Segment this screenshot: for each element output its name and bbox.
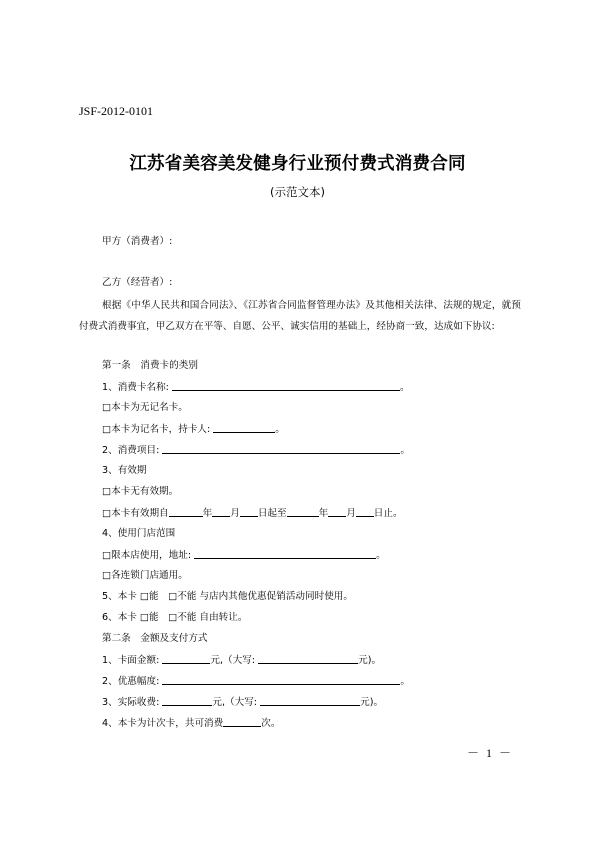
- transfer-line: 6、本卡 □能 □不能 自由转让。: [102, 612, 248, 623]
- page-number: － 1 －: [467, 746, 514, 760]
- end-year-blank[interactable]: [287, 506, 319, 517]
- valid-from-label: □本卡有效期自: [102, 508, 169, 519]
- preamble-paragraph: 根据《中华人民共和国合同法》、《江苏省合同监督管理办法》及其他相关法律、法规的规定，就预付费式消费事宜，甲乙双方在平等、自愿、公平、诚实信用的基础上，经协商一致，达成如下协议:: [79, 300, 521, 332]
- store-only-end: 。: [376, 550, 386, 561]
- start-month-blank[interactable]: [212, 506, 230, 517]
- anonymous-card-option: □本卡为无记名卡。: [102, 402, 188, 413]
- contract-subtitle: (示范文本): [270, 185, 325, 199]
- named-card-end: 。: [275, 424, 285, 435]
- day-end-label: 日止。: [373, 508, 403, 519]
- named-card-line: [102, 422, 285, 437]
- named-card-label: □本卡为记名卡，持卡人:: [102, 424, 211, 435]
- face-value-daxie-label: 元,（大写:: [210, 655, 256, 666]
- discount-end: 。: [400, 676, 410, 687]
- end-month-blank[interactable]: [328, 506, 346, 517]
- year-label: 年: [202, 508, 213, 519]
- year-label: 年: [318, 508, 329, 519]
- cardholder-blank[interactable]: [213, 422, 275, 433]
- items-line: [102, 443, 410, 458]
- store-address-blank[interactable]: [194, 548, 376, 559]
- face-value-line: [102, 653, 381, 668]
- scope-heading: 4、使用门店范围: [102, 528, 176, 539]
- party-a-label: 甲方（消费者）:: [102, 236, 173, 247]
- discount-label: 2、优惠幅度:: [102, 676, 160, 687]
- start-year-blank[interactable]: [169, 506, 203, 517]
- face-value-label: 1、卡面金额:: [102, 655, 160, 666]
- face-value-blank[interactable]: [162, 653, 210, 664]
- items-label: 2、消费项目:: [102, 445, 160, 456]
- actual-charge-blank[interactable]: [162, 695, 212, 706]
- face-value-end: 元)。: [358, 655, 382, 666]
- chain-store-option: □各连锁门店通用。: [102, 570, 188, 581]
- card-name-end: 。: [399, 382, 410, 393]
- count-times-blank[interactable]: [223, 716, 261, 727]
- article2-heading: 第二条 金额及支付方式: [102, 633, 208, 644]
- no-expiry-option: □本卡无有效期。: [102, 486, 179, 497]
- day-from-label: 日起至: [257, 508, 287, 519]
- party-b-label: 乙方（经营者）:: [102, 277, 173, 288]
- card-name-label: 1、消费卡名称:: [102, 382, 169, 393]
- card-name-blank[interactable]: [172, 380, 400, 391]
- validity-range-line: [102, 506, 403, 521]
- count-times-label: 次。: [261, 718, 281, 729]
- month-label: 月: [346, 508, 356, 519]
- store-only-line: [102, 548, 386, 563]
- validity-heading: 3、有效期: [102, 465, 147, 476]
- count-card-label: 4、本卡为计次卡，共可消费: [102, 718, 224, 729]
- start-day-blank[interactable]: [240, 506, 258, 517]
- card-name-line: [102, 380, 410, 395]
- document-code: JSF-2012-0101: [79, 104, 154, 118]
- face-value-daxie-blank[interactable]: [258, 653, 358, 664]
- end-day-blank[interactable]: [356, 506, 374, 517]
- discount-blank[interactable]: [162, 674, 400, 685]
- actual-charge-end: 元)。: [360, 697, 384, 708]
- items-end: 。: [400, 445, 410, 456]
- actual-daxie-label: 元,（大写:: [212, 697, 258, 708]
- month-label: 月: [230, 508, 240, 519]
- contract-title: 江苏省美容美发健身行业预付费式消费合同: [129, 154, 466, 174]
- actual-charge-line: [102, 695, 383, 710]
- count-card-line: [102, 716, 280, 731]
- article1-heading: 第一条 消费卡的类别: [102, 360, 198, 371]
- combine-promotion-line: 5、本卡 □能 □不能 与店内其他优惠促销活动同时使用。: [102, 591, 353, 602]
- store-only-label: □限本店使用，地址:: [102, 550, 192, 561]
- items-blank[interactable]: [162, 443, 400, 454]
- actual-charge-label: 3、实际收费:: [102, 697, 160, 708]
- discount-line: [102, 674, 410, 689]
- actual-daxie-blank[interactable]: [260, 695, 360, 706]
